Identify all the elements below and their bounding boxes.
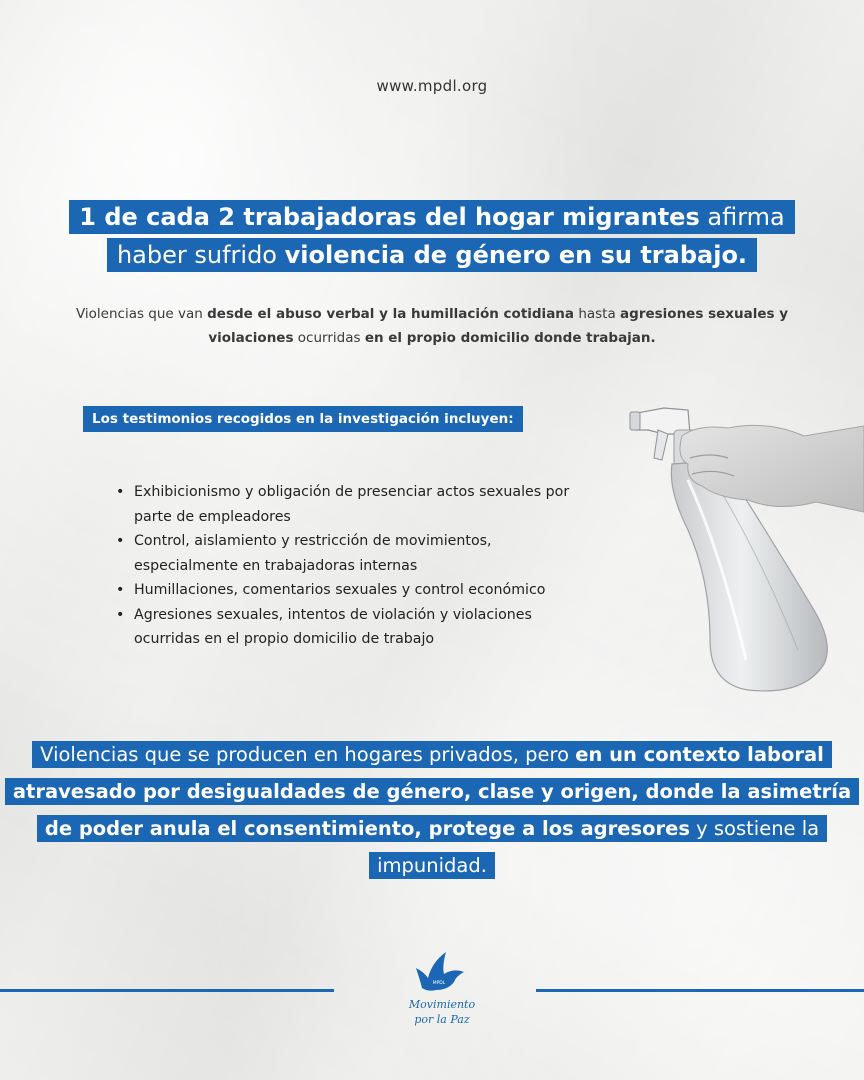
list-item <box>116 603 586 652</box>
list-item <box>116 529 586 578</box>
headline-text-2: haber sufrido <box>116 241 285 269</box>
headline <box>0 198 864 274</box>
intro-paragraph <box>60 302 804 350</box>
bullet-icon: • <box>116 533 125 549</box>
footer-divider-right <box>536 989 864 992</box>
closing-statement <box>0 736 864 884</box>
testimonies-list <box>116 480 586 652</box>
closing-text-2: y sostiene la impunidad. <box>377 817 820 877</box>
bullet-icon: • <box>116 484 125 500</box>
list-item-text: Exhibicionismo y obligación de presenciar actos sexuales por parte de empleadores <box>134 484 570 525</box>
bullet-icon: • <box>116 582 125 598</box>
intro-bold-2: agresiones sexuales y violaciones <box>208 306 789 346</box>
footer-divider-left <box>0 989 334 992</box>
logo-text-line1: Movimiento <box>408 998 476 1011</box>
list-item-text: Agresiones sexuales, intentos de violación y violaciones ocurridas en el propio domicilio de trabajo <box>134 606 532 647</box>
list-item-text: Humillaciones, comentarios sexuales y control económico <box>134 582 546 598</box>
closing-bold: en un contexto laboral atravesado por desigualdades de género, clase y origen, donde la asimetría de poder anula el consentimiento, protege a los agresores <box>12 743 852 840</box>
testimonies-heading: Los testimonios recogidos en la investigación incluyen: <box>83 406 523 432</box>
intro-bold-1: desde el abuso verbal y la humillación cotidiana <box>207 306 575 322</box>
closing-text-1: Violencias que se producen en hogares privados, pero <box>40 743 576 766</box>
dove-icon <box>416 952 464 991</box>
website-url: www.mpdl.org <box>376 77 488 95</box>
intro-text-3: ocurridas <box>293 330 365 346</box>
logo-text-line2: por la Paz <box>414 1013 470 1026</box>
headline-highlight <box>69 200 794 272</box>
bullet-icon: • <box>116 606 125 623</box>
list-item <box>116 578 586 603</box>
intro-text-1: Violencias que van <box>75 306 208 322</box>
logo-badge: MPDL <box>432 981 446 986</box>
mpdl-logo <box>402 948 482 1048</box>
headline-emphasis: violencia de género en su trabajo. <box>284 241 748 269</box>
intro-bold-3: en el propio domicilio donde trabajan. <box>364 330 656 346</box>
headline-text-1: afirma <box>699 203 785 231</box>
closing-highlight <box>5 741 859 879</box>
intro-text-2: hasta <box>574 306 621 322</box>
headline-statistic: 1 de cada 2 trabajadoras del hogar migrantes <box>79 203 700 231</box>
list-item <box>116 480 586 529</box>
list-item-text: Control, aislamiento y restricción de movimientos, especialmente en trabajadoras internas <box>134 533 492 574</box>
spray-bottle-image <box>628 400 864 700</box>
